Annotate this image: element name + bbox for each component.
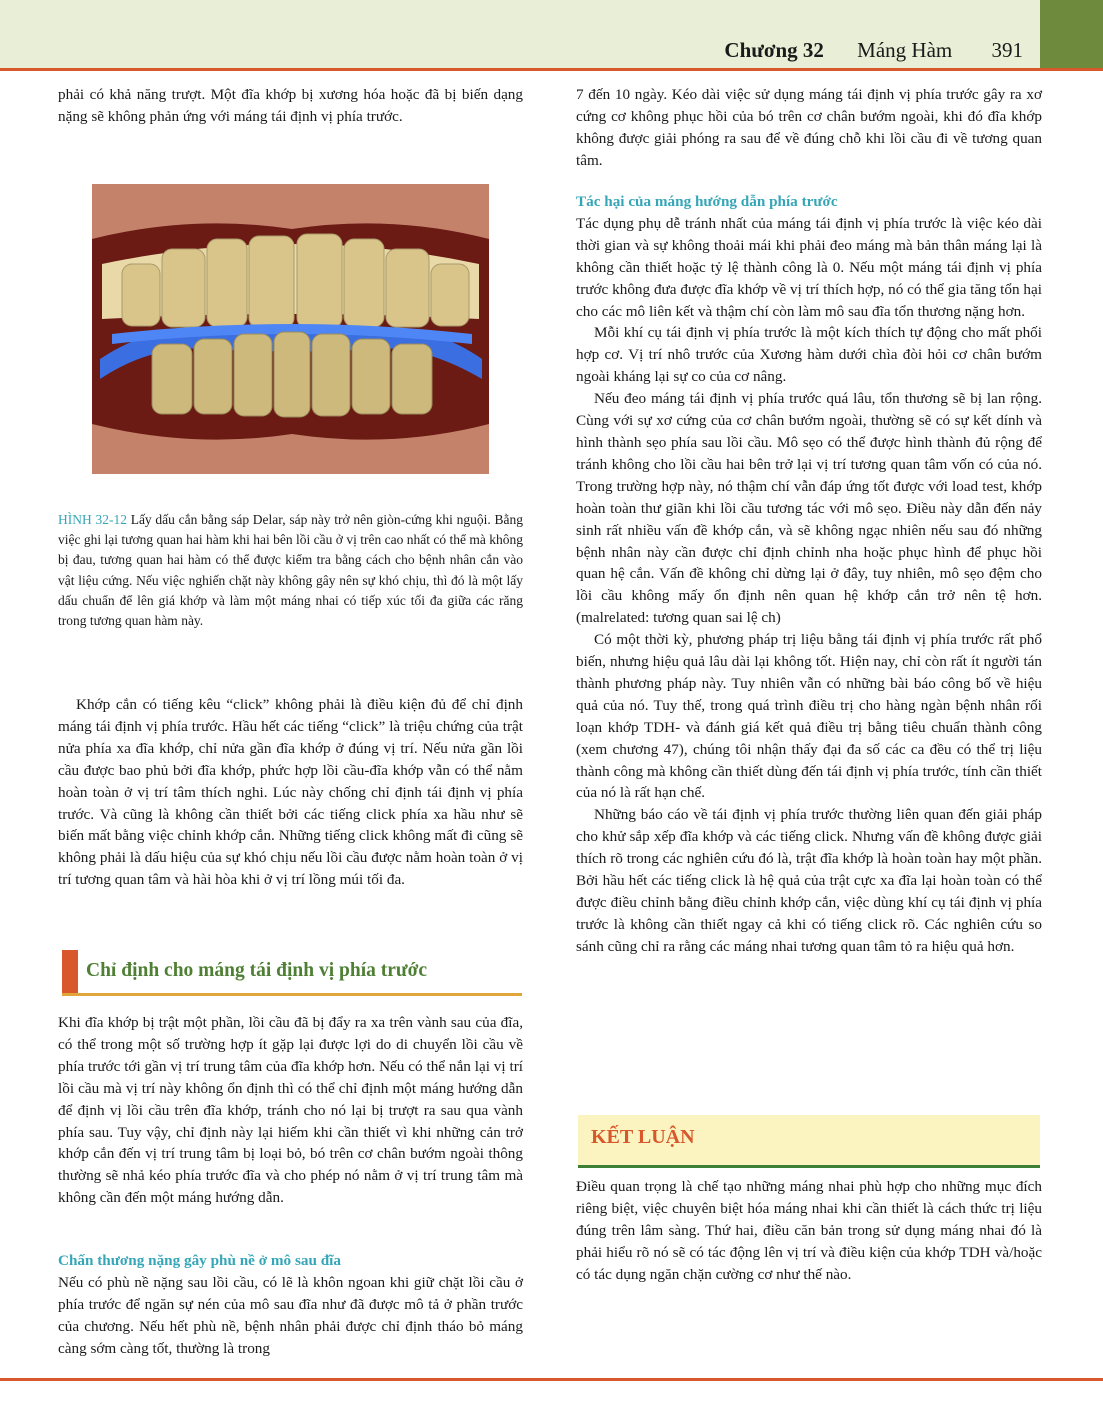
paragraph: Khi đĩa khớp bị trật một phần, lồi cầu đã bị đẩy ra xa trên vành sau của đĩa, có thể trong một số trường hợp ít gặp lại được lợi do di chuyển lồi cầu về phía trước tới gần vị trí trung tâm của đĩa khớp hơn. Nếu có thể nắn lại vị trí lồi cầu mà vị trí này không ổn định thì có thể chỉ định một máng hướng dẫn để định vị lồi cầu trên đĩa khớp, tránh cho nó lại bị trượt ra sau qua vành phía sau. Tuy vậy, chỉ định này lại hiếm khi cần thiết vì khi những cản trở khớp cắn đến vị trí trung tâm bị loại bỏ, bó trên cơ chân bướm ngoài thông thường sẽ nhả kéo phía trước đĩa và cho phép nó nằm ở vị trí trung tâm mà không cần đến một máng hướng dẫn. — [58, 1014, 523, 1207]
figure-caption — [58, 510, 523, 631]
paragraph: Nếu đeo máng tái định vị phía trước quá lâu, tổn thương sẽ bị lan rộng. Cùng với sự xơ cứng của cơ chân bướm ngoài, thường sẽ có sự kết dính và hình thành sẹo phía sau lồi cầu. Mô sẹo có thể được hình thành đủ rộng để tránh không cho lồi cầu hai bên trở lại vị trí tương quan tâm vốn có của nó. Trong trường hợp này, nó thậm chí vẫn đáp ứng tốt được với load test, khớp hoàn toàn thư giãn khi lồi cầu tương tác với mô sẹo. Điều này dẫn đến nảy sinh rất nhiều vấn đề khớp cắn, và sẽ không ngạc nhiên nếu sau đó những bệnh nhân này cần được chỉ định chỉnh nha hoặc phục hình để phục hồi quan hệ cắn. Vấn đề không chỉ dừng lại ở đây, tuy nhiên, mô sẹo đệm cho lồi cầu không mấy ổn định nên quan hệ khớp cắn trở nên tệ hơn. (malrelated: tương quan sai lệ ch) — [576, 390, 1042, 627]
paragraph: Những báo cáo về tái định vị phía trước thường liên quan đến giải pháp cho khử sắp xếp đĩa khớp và các tiếng click. Nhưng vấn đề không được giải thích rõ trong các nghiên cứu đó là, trật đĩa khớp là hoàn toàn hay một phần. Bởi hầu hết các tiếng click là hệ quả của trật cực xa đĩa lại hoàn toàn có thể được điều chỉnh bằng điều chỉnh khớp cắn, việc dùng khí cụ tái định vị phía trước là không cần thiết ngay cả khi có tiếng click rõ. Các nghiên cứu so sánh cũng chỉ ra rằng các máng nhai tương quan tâm tỏ ra hiệu quả hơn. — [576, 806, 1042, 955]
right-conclusion-paragraph — [576, 1176, 1042, 1286]
paragraph: Tác dụng phụ dễ tránh nhất của máng tái định vị phía trước là việc kéo dài thời gian và sự không thoải mái khi phải đeo máng mà bản thân máng lại là không cần thiết hoặc tỷ lệ thành công là 0. Nếu một máng tái định vị phía trước không đưa được đĩa khớp về vị trí thích hợp, nó có thể gia tăng tổn hại cho các mô liên kết và thậm chí còn làm mô sau đĩa tổn thương nặng hơn. — [576, 214, 1042, 320]
figure-label: HÌNH 32-12 — [58, 512, 127, 527]
header-green-tab — [1040, 0, 1103, 68]
subheading-trauma: Chấn thương nặng gây phù nề ở mô sau đĩa — [58, 1252, 341, 1269]
left-indication-paragraph — [58, 1012, 523, 1209]
chapter-label: Chương 32 — [724, 38, 824, 62]
figure-photo-teeth-bite-record — [92, 184, 489, 474]
left-top-paragraph — [58, 84, 523, 128]
figure-caption-text: Lấy dấu cắn bằng sáp Delar, sáp này trở nên giòn-cứng khi nguội. Bằng việc ghi lại tương quan hai hàm khi hai bên lồi cầu ở vị trên cao nhất có thể mà không bị đau, tương quan hai hàm có thể được kiểm tra bằng cách cho bệnh nhân cắn vào vật liệu cứng. Nếu việc nghiến chặt này không gây nên sự khó chịu, thì đó là một lấy dấu chuẩn để lên giá khớp và làm một máng nhai có tiếp xúc tối đa giữa các răng trong tương quan hàm này. — [58, 512, 523, 629]
section-heading-rule — [62, 993, 522, 996]
paragraph: Nếu có phù nề nặng sau lồi cầu, có lẽ là khôn ngoan khi giữ chặt lồi cầu ở phía trước để ngăn sự nén của mô sau đĩa như đã được mô tả ở phần trước của chương. Nếu hết phù nề, bệnh nhân phải được chỉ định tháo bỏ máng càng sớm càng tốt, thường là trong — [58, 1273, 523, 1357]
paragraph: 7 đến 10 ngày. Kéo dài việc sử dụng máng tái định vị phía trước gây ra xơ cứng cơ không phục hồi của bó trên cơ chân bướm ngoài, khi đó đĩa khớp không được giải phóng ra sau để về đúng chỗ khi lồi cầu đi về tương quan tâm. — [576, 86, 1042, 169]
right-top-paragraph — [576, 84, 1042, 172]
header-rule — [0, 68, 1103, 71]
left-click-paragraph — [58, 694, 523, 891]
chapter-title: Máng Hàm — [857, 38, 953, 62]
left-trauma-section — [58, 1250, 523, 1360]
page-number: 391 — [991, 38, 1023, 62]
section-heading-bar — [62, 950, 78, 994]
paragraph: Mỗi khí cụ tái định vị phía trước là một kích thích tự động cho mất phối hợp cơ. Vị trí nhô trước của Xương hàm dưới chìa đòi hỏi cơ chân bướm ngoài kháng lại sự co của cơ nâng. — [576, 324, 1042, 386]
teeth-illustration — [92, 184, 489, 474]
paragraph: Điều quan trọng là chế tạo những máng nhai phù hợp cho những mục đích riêng biệt, việc chuyên biệt hóa máng nhai khi cần thiết là cách thức trị liệu đúng trên lâm sàng. Thứ hai, điều căn bản trong sử dụng máng nhai đó là phải hiểu rõ nó sẽ có tác động lên vị trí và điều kiện của khớp TDH và/hoặc có tác dụng ngăn chặn cường cơ như thế nào. — [576, 1178, 1042, 1283]
conclusion-rule — [578, 1165, 1040, 1168]
running-header — [724, 38, 1023, 63]
conclusion-heading: KẾT LUẬN — [591, 1126, 695, 1148]
footer-rule — [0, 1378, 1103, 1381]
paragraph: Có một thời kỳ, phương pháp trị liệu bằng tái định vị phía trước rất phổ biến, nhưng hiệu quả lâu dài lại không tốt. Hiện nay, chỉ còn rất ít người tán thành phương pháp này. Tuy nhiên vẫn có những bài báo công bố về hiệu quả của nó. Tuy thế, trong quá trình điều trị cho hàng ngàn bệnh nhân rối loạn khớp TDH- và đánh giá kết quả điều trị bằng tiêu chuẩn thành công (xem chương 47), chúng tôi nhận thấy đại đa số các ca đều có thể trị liệu thành công mà không cần thiết dùng đến tái định vị phía trước, tính cần thiết của nó là rất hạn chế. — [576, 631, 1042, 802]
conclusion-heading-block — [578, 1115, 1040, 1165]
right-harm-section — [576, 191, 1042, 958]
paragraph: phải có khả năng trượt. Một đĩa khớp bị xương hóa hoặc đã bị biến dạng nặng sẽ không phản ứng với máng tái định vị phía trước. — [58, 86, 523, 125]
subheading-harm: Tác hại của máng hướng dẫn phía trước — [576, 193, 838, 210]
section-heading: Chỉ định cho máng tái định vị phía trước — [86, 960, 428, 981]
paragraph: Khớp cắn có tiếng kêu “click” không phải là điều kiện đủ để chỉ định máng tái định vị phía trước. Hầu hết các tiếng “click” là triệu chứng của trật nửa phía xa đĩa khớp, chỉ nửa gần đĩa khớp ở đúng vị trí. Nếu nửa gần lồi cầu được bao phủ bởi đĩa khớp, phức hợp lồi cầu-đĩa khớp vẫn có thể nằm hoàn toàn ở vị trí tâm thích nghi. Lúc này chống chỉ định tái định vị phía trước. Và cũng là không cần thiết bởi các tiếng click phía xa hầu như sẽ biến mất bằng việc chỉnh khớp cắn. Những tiếng click không mất đi cũng sẽ không phải là dấu hiệu của sự khó chịu nếu lồi cầu được nằm hoàn toàn ở vị trí tương quan tâm và hài hòa khi ở vị trí lồng múi tối đa. — [58, 696, 523, 889]
section-heading-block — [62, 950, 522, 996]
